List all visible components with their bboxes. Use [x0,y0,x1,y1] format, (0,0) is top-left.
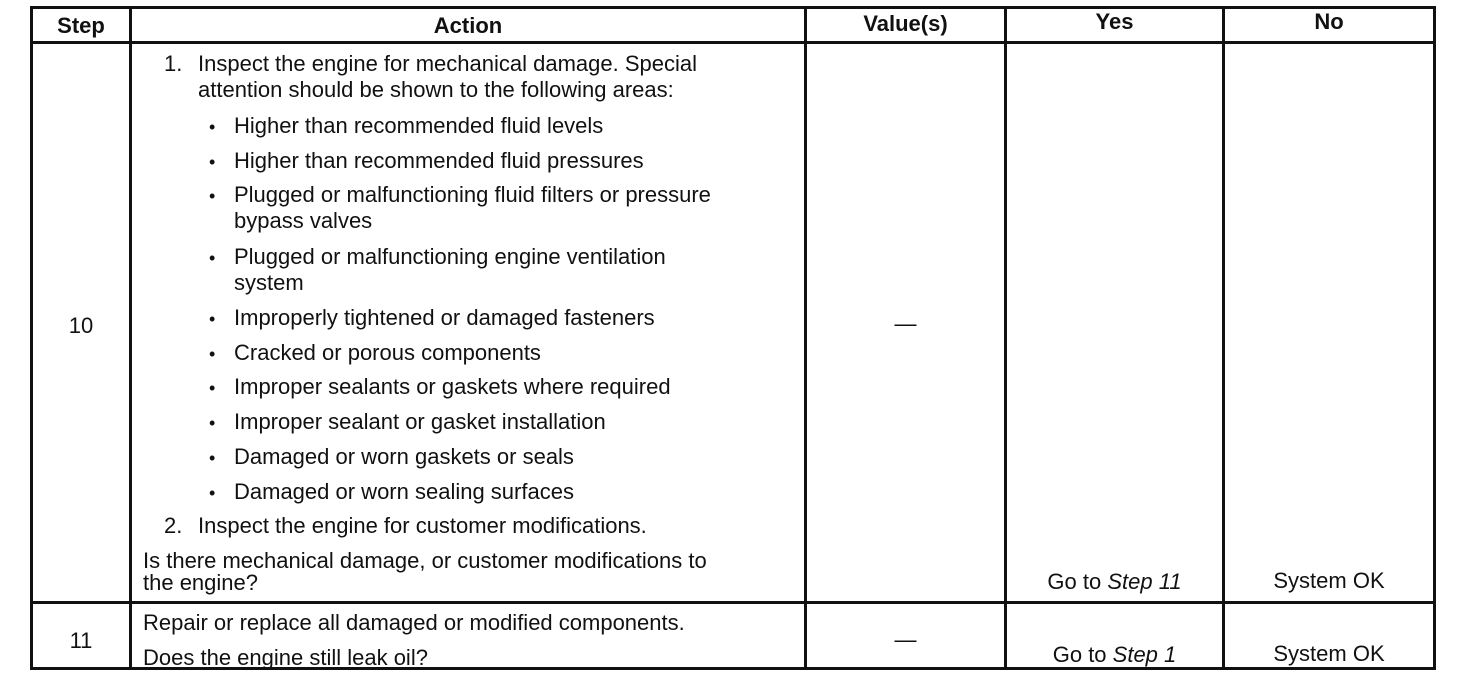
action-item-1-line-1: Inspect the engine for mechanical damage. Special [198,51,697,76]
col-divider-step [129,9,132,667]
bullet-icon: • [209,413,216,433]
row-10-step: 10 [68,313,94,338]
bullet-icon: • [209,117,216,137]
bullet-icon: • [209,248,216,268]
row-11-yes [1007,642,1222,668]
diagnostic-table [30,6,1436,670]
row-11-yes-prefix: Go to [1052,642,1113,667]
action-item-1-line-2: attention should be shown to the following areas: [198,77,674,102]
bullet-icon: • [209,344,216,364]
bullet-text: Damaged or worn sealing surfaces [234,479,574,504]
action-item-2-line-1: Inspect the engine for customer modifications. [198,513,647,538]
row-10-yes-step: Step 11 [1107,569,1182,594]
bullet-text: Plugged or malfunctioning fluid filters or pressure [234,182,711,207]
bullet-icon: • [209,448,216,468]
bullet-icon: • [209,186,216,206]
bullet-icon: • [209,378,216,398]
row-10-no: System OK [1273,568,1385,593]
header-values: Value(s) [863,11,948,36]
row-11-action: Repair or replace all damaged or modified components. [143,610,685,635]
row-10-yes [1007,569,1222,595]
row-10-value: — [894,311,917,336]
bullet-icon: • [209,152,216,172]
action-item-2-number: 2. [164,513,183,538]
row-10-yes-prefix: Go to [1047,569,1108,594]
bullet-text-cont: system [234,270,304,295]
header-action: Action [433,13,503,38]
bullet-icon: • [209,483,216,503]
bullet-icon: • [209,309,216,329]
bullet-text: Improperly tightened or damaged fasteners [234,305,655,330]
row-10-question-line-1: Is there mechanical damage, or customer modifications to [143,548,707,573]
row-10-question-line-2: the engine? [143,570,258,595]
col-divider-action [804,9,807,667]
bullet-text: Improper sealant or gasket installation [234,409,606,434]
bullet-text: Damaged or worn gaskets or seals [234,444,574,469]
bullet-text: Improper sealants or gaskets where required [234,374,671,399]
bullet-text: Cracked or porous components [234,340,541,365]
row-11-question: Does the engine still leak oil? [143,645,428,670]
row-10-question [143,548,707,596]
bullet-text: Higher than recommended fluid pressures [234,148,644,173]
row-11-no: System OK [1273,641,1385,666]
row-11-value: — [894,627,917,652]
bullet-text: Plugged or malfunctioning engine ventilation [234,244,666,269]
row-11-yes-step: Step 1 [1112,642,1177,667]
bullet-text: Higher than recommended fluid levels [234,113,604,138]
action-item-1-number: 1. [164,51,183,76]
header-yes: Yes [1095,9,1134,34]
header-step: Step [57,13,105,38]
row-11-step: 11 [69,628,93,653]
header-no: No [1314,9,1344,34]
bullet-text-cont: bypass valves [234,208,373,233]
